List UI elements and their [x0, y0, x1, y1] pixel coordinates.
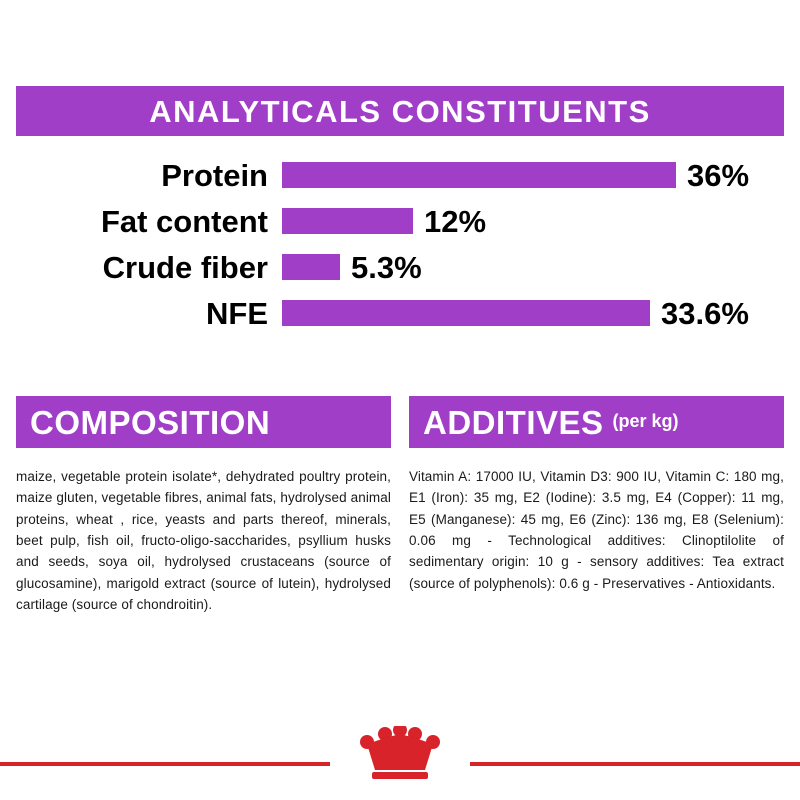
bar-track [282, 246, 784, 288]
bar-value-protein: 36% [687, 157, 750, 193]
additives-title: ADDITIVES [423, 403, 604, 441]
bar-value-fat-content: 12% [424, 203, 487, 239]
bar-row [16, 154, 784, 196]
additives-section [409, 396, 784, 615]
bar-value-nfe: 33.6% [661, 295, 749, 331]
bar-fill-nfe [282, 300, 650, 326]
footer-rule-left [0, 762, 330, 766]
bar-label-protein: Protein [161, 157, 268, 193]
composition-section [16, 396, 391, 615]
bar-row [16, 200, 784, 242]
analyticals-bar-chart [16, 154, 784, 334]
bar-value-crude-fiber: 5.3% [351, 249, 422, 285]
analyticals-section [16, 86, 784, 338]
footer-brand [0, 718, 800, 800]
composition-banner [16, 396, 391, 448]
bar-fill-crude-fiber [282, 254, 340, 280]
analyticals-banner [16, 86, 784, 136]
composition-title: COMPOSITION [30, 403, 271, 441]
additives-banner [409, 396, 784, 448]
bar-fill-protein [282, 162, 676, 188]
bar-track [282, 200, 784, 242]
bar-row [16, 292, 784, 334]
composition-text: maize, vegetable protein isolate*, dehydrated poultry protein, maize gluten, vegetable fibres, animal fats, hydrolysed animal proteins, wheat , rice, yeasts and parts thereof, minerals, beet pulp, fish oil, fructo-oligo-saccharides, psyllium husks and seeds, soya oil, hydrolysed crustaceans (source of glucosamine), marigold extract (source of lutein), hydrolysed cartilage (source of chondroitin). [16, 469, 391, 612]
bar-label-nfe: NFE [206, 295, 268, 331]
bar-track [282, 292, 784, 334]
bar-label-crude-fiber: Crude fiber [102, 249, 268, 285]
bar-fill-fat-content [282, 208, 413, 234]
bar-label-fat-content: Fat content [100, 203, 268, 239]
analyticals-title: ANALYTICALS CONSTITUENTS [149, 93, 651, 129]
additives-text: Vitamin A: 17000 IU, Vitamin D3: 900 IU, Vitamin C: 180 mg, E1 (Iron): 35 mg, E2 (Iodine): 3.5 mg, E4 (Copper): 11 mg, E5 (Manganese): 45 mg, E6 (Zinc): 136 mg, E8 (Selenium): 0.06 mg - Technological additives: Clinoptilolite of sedimentary origin: 10 g - sensory additives: Tea extract (source of polyphenols): 0.6 g - Preservatives - Antioxidants. [409, 469, 784, 591]
bar-track [282, 154, 784, 196]
footer-rule-right [470, 762, 800, 766]
additives-subtitle: (per kg) [612, 411, 679, 431]
detail-columns [16, 396, 784, 615]
bar-row [16, 246, 784, 288]
crown-icon [359, 726, 441, 787]
